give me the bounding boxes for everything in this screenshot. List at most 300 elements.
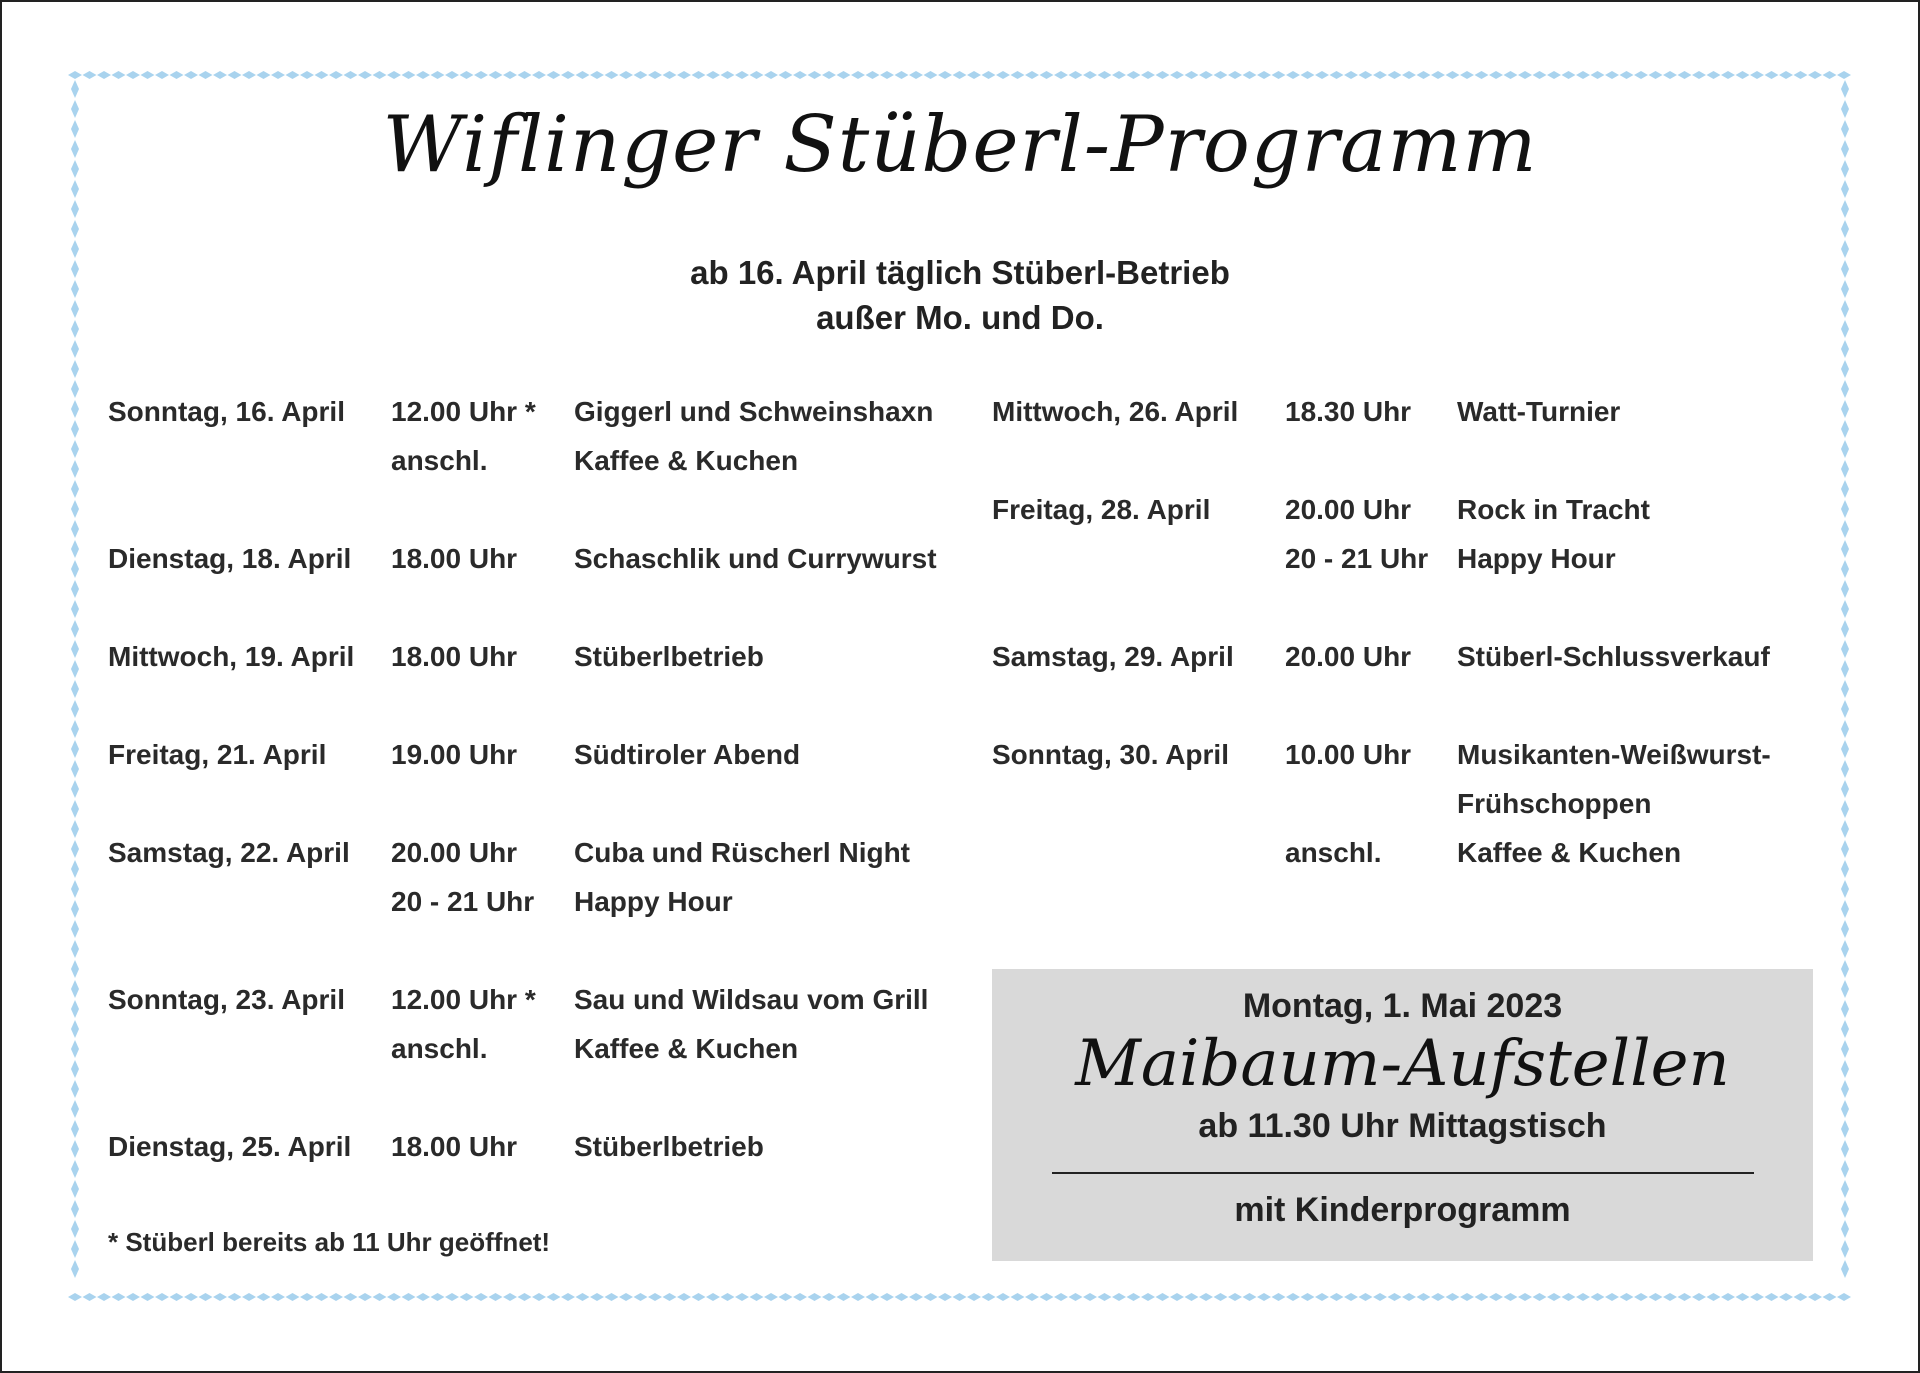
border-diamond bbox=[71, 1180, 79, 1198]
border-diamond bbox=[895, 71, 909, 79]
entry-time: 18.00 Uhr bbox=[391, 1131, 518, 1162]
border-diamond bbox=[1576, 71, 1590, 79]
border-diamond bbox=[1489, 1293, 1503, 1301]
border-diamond bbox=[779, 1293, 793, 1301]
border-diamond bbox=[71, 1040, 79, 1058]
border-diamond bbox=[71, 500, 79, 518]
border-diamond bbox=[1663, 71, 1677, 79]
border-diamond bbox=[71, 800, 79, 818]
border-diamond bbox=[170, 71, 184, 79]
border-diamond bbox=[1841, 780, 1849, 798]
border-diamond bbox=[706, 1293, 720, 1301]
border-diamond bbox=[68, 1293, 82, 1301]
subtitle-line-2: außer Mo. und Do. bbox=[816, 299, 1104, 336]
page-title: Wiflinger Stüberl-Programm bbox=[382, 100, 1538, 190]
entry-events bbox=[1457, 387, 1620, 436]
border-diamond bbox=[199, 71, 213, 79]
border-diamond bbox=[1707, 1293, 1721, 1301]
border-diamond bbox=[71, 640, 79, 658]
entry-events bbox=[574, 730, 800, 779]
border-diamond bbox=[1841, 1140, 1849, 1158]
border-diamond bbox=[1605, 71, 1619, 79]
border-diamond bbox=[1460, 71, 1474, 79]
border-diamond bbox=[1841, 1120, 1849, 1138]
border-diamond bbox=[1301, 1293, 1315, 1301]
border-diamond bbox=[1562, 1293, 1576, 1301]
entry-event: Cuba und Rüscherl Night bbox=[574, 837, 910, 868]
border-diamond bbox=[1841, 760, 1849, 778]
border-diamond bbox=[242, 1293, 256, 1301]
border-diamond bbox=[619, 1293, 633, 1301]
border-diamond bbox=[1431, 1293, 1445, 1301]
border-diamond bbox=[431, 1293, 445, 1301]
entry-events bbox=[574, 534, 937, 583]
border-diamond bbox=[1841, 1040, 1849, 1058]
border-diamond bbox=[634, 71, 648, 79]
border-diamond bbox=[1141, 1293, 1155, 1301]
border-diamond bbox=[619, 71, 633, 79]
subtitle-line-1: ab 16. April täglich Stüberl-Betrieb bbox=[690, 254, 1230, 291]
border-diamond bbox=[866, 71, 880, 79]
border-diamond bbox=[909, 71, 923, 79]
border-diamond bbox=[1069, 71, 1083, 79]
border-diamond bbox=[1243, 1293, 1257, 1301]
border-diamond bbox=[938, 71, 952, 79]
border-diamond bbox=[764, 71, 778, 79]
border-diamond bbox=[213, 1293, 227, 1301]
entry-day: Samstag, 29. April bbox=[992, 641, 1234, 672]
border-diamond bbox=[938, 1293, 952, 1301]
border-diamond bbox=[1185, 1293, 1199, 1301]
border-diamond bbox=[996, 71, 1010, 79]
maibaum-title: Maibaum-Aufstellen bbox=[1075, 1027, 1730, 1101]
border-diamond bbox=[1344, 1293, 1358, 1301]
border-diamond bbox=[71, 200, 79, 218]
entry-times bbox=[391, 730, 517, 779]
border-diamond bbox=[71, 1100, 79, 1118]
entry-day: Freitag, 21. April bbox=[108, 739, 327, 770]
border-diamond bbox=[532, 71, 546, 79]
border-diamond bbox=[1765, 71, 1779, 79]
border-diamond bbox=[1841, 1060, 1849, 1078]
border-diamond bbox=[68, 71, 82, 79]
border-diamond bbox=[71, 460, 79, 478]
border-diamond bbox=[793, 71, 807, 79]
border-diamond bbox=[851, 71, 865, 79]
entry-event: Sau und Wildsau vom Grill bbox=[574, 984, 929, 1015]
border-diamond bbox=[1736, 1293, 1750, 1301]
border-diamond bbox=[1841, 580, 1849, 598]
border-diamond bbox=[445, 1293, 459, 1301]
border-diamond bbox=[1841, 1240, 1849, 1258]
border-diamond bbox=[1779, 71, 1793, 79]
border-diamond bbox=[880, 71, 894, 79]
maibaum-divider bbox=[1052, 1172, 1754, 1174]
border-diamond bbox=[71, 700, 79, 718]
border-diamond bbox=[663, 71, 677, 79]
border-diamond bbox=[1359, 1293, 1373, 1301]
border-diamond bbox=[71, 540, 79, 558]
entry-day: Sonntag, 30. April bbox=[992, 739, 1229, 770]
border-diamond bbox=[1547, 1293, 1561, 1301]
entry-events bbox=[574, 975, 928, 1073]
border-diamond bbox=[1156, 71, 1170, 79]
entry-event: Stüberl-Schlussverkauf bbox=[1457, 641, 1770, 672]
border-diamond bbox=[1373, 1293, 1387, 1301]
border-diamond bbox=[315, 71, 329, 79]
entry-times bbox=[1285, 730, 1411, 877]
border-diamond bbox=[1417, 71, 1431, 79]
border-diamond bbox=[822, 71, 836, 79]
border-diamond bbox=[1841, 700, 1849, 718]
border-diamond bbox=[532, 1293, 546, 1301]
border-diamond bbox=[71, 440, 79, 458]
border-diamond bbox=[1841, 720, 1849, 738]
border-diamond bbox=[1721, 1293, 1735, 1301]
border-diamond bbox=[315, 1293, 329, 1301]
border-diamond bbox=[1841, 200, 1849, 218]
border-diamond bbox=[1841, 1220, 1849, 1238]
border-diamond bbox=[71, 880, 79, 898]
border-diamond bbox=[808, 71, 822, 79]
border-diamond bbox=[474, 1293, 488, 1301]
border-diamond bbox=[706, 71, 720, 79]
border-diamond bbox=[228, 71, 242, 79]
border-diamond bbox=[71, 780, 79, 798]
border-diamond bbox=[126, 71, 140, 79]
border-diamond bbox=[71, 340, 79, 358]
border-diamond bbox=[1272, 1293, 1286, 1301]
border-diamond bbox=[1678, 71, 1692, 79]
border-diamond bbox=[1841, 380, 1849, 398]
border-diamond bbox=[155, 71, 169, 79]
border-diamond bbox=[71, 520, 79, 538]
entry-time: 20.00 Uhr bbox=[1285, 641, 1412, 672]
border-diamond bbox=[387, 71, 401, 79]
border-diamond bbox=[71, 1120, 79, 1138]
entry-events bbox=[574, 387, 933, 485]
border-diamond bbox=[779, 71, 793, 79]
entry-day: Freitag, 28. April bbox=[992, 494, 1211, 525]
border-diamond bbox=[271, 1293, 285, 1301]
border-diamond bbox=[1402, 71, 1416, 79]
border-diamond bbox=[1841, 900, 1849, 918]
entry-time: 18.00 Uhr bbox=[391, 641, 518, 672]
entry-day: Samstag, 22. April bbox=[108, 837, 350, 868]
border-diamond bbox=[1547, 71, 1561, 79]
subtitle bbox=[0, 250, 1920, 340]
entry-events bbox=[1457, 632, 1770, 681]
border-diamond bbox=[1185, 71, 1199, 79]
border-diamond bbox=[329, 71, 343, 79]
border-diamond bbox=[1460, 1293, 1474, 1301]
border-diamond bbox=[344, 71, 358, 79]
border-diamond bbox=[605, 71, 619, 79]
border-diamond bbox=[402, 71, 416, 79]
border-diamond bbox=[547, 71, 561, 79]
border-diamond bbox=[1330, 71, 1344, 79]
entry-time: anschl. bbox=[391, 1033, 488, 1064]
border-diamond bbox=[822, 1293, 836, 1301]
border-diamond bbox=[1823, 71, 1837, 79]
border-diamond bbox=[793, 1293, 807, 1301]
entry-event: Frühschoppen bbox=[1457, 788, 1652, 819]
border-diamond bbox=[1678, 1293, 1692, 1301]
entry-events bbox=[1457, 485, 1650, 583]
border-diamond bbox=[184, 1293, 198, 1301]
border-diamond bbox=[692, 71, 706, 79]
border-diamond bbox=[1841, 500, 1849, 518]
border-diamond bbox=[967, 1293, 981, 1301]
border-diamond bbox=[750, 1293, 764, 1301]
border-diamond bbox=[489, 1293, 503, 1301]
border-diamond bbox=[1841, 920, 1849, 938]
border-diamond bbox=[866, 1293, 880, 1301]
border-diamond bbox=[1841, 960, 1849, 978]
border-diamond bbox=[634, 1293, 648, 1301]
border-diamond bbox=[71, 400, 79, 418]
border-diamond bbox=[1112, 71, 1126, 79]
entry-times bbox=[391, 1122, 517, 1171]
border-diamond bbox=[1750, 1293, 1764, 1301]
border-diamond bbox=[735, 1293, 749, 1301]
entry-event: Giggerl und Schweinshaxn bbox=[574, 396, 934, 427]
border-diamond bbox=[721, 71, 735, 79]
border-diamond bbox=[71, 740, 79, 758]
border-diamond bbox=[71, 1240, 79, 1258]
border-diamond bbox=[1841, 460, 1849, 478]
entry-day: Sonntag, 23. April bbox=[108, 984, 345, 1015]
border-diamond bbox=[1315, 1293, 1329, 1301]
border-diamond bbox=[416, 71, 430, 79]
border-diamond bbox=[1841, 980, 1849, 998]
border-diamond bbox=[71, 1060, 79, 1078]
border-diamond bbox=[141, 71, 155, 79]
border-diamond bbox=[1841, 480, 1849, 498]
border-diamond bbox=[1779, 1293, 1793, 1301]
border-diamond bbox=[1841, 1200, 1849, 1218]
border-diamond bbox=[1837, 71, 1851, 79]
border-diamond bbox=[71, 980, 79, 998]
border-diamond bbox=[71, 920, 79, 938]
border-diamond bbox=[1605, 1293, 1619, 1301]
border-diamond bbox=[1649, 1293, 1663, 1301]
border-diamond bbox=[1634, 1293, 1648, 1301]
border-diamond bbox=[1489, 71, 1503, 79]
entry-event: Rock in Tracht bbox=[1457, 494, 1650, 525]
border-diamond bbox=[1083, 1293, 1097, 1301]
border-diamond bbox=[71, 1000, 79, 1018]
border-diamond bbox=[286, 71, 300, 79]
border-diamond bbox=[518, 71, 532, 79]
border-diamond bbox=[71, 1260, 79, 1278]
border-diamond bbox=[126, 1293, 140, 1301]
border-diamond bbox=[1841, 560, 1849, 578]
border-diamond bbox=[1841, 540, 1849, 558]
border-diamond bbox=[71, 600, 79, 618]
border-diamond bbox=[1083, 71, 1097, 79]
border-diamond bbox=[474, 71, 488, 79]
border-diamond bbox=[1841, 1080, 1849, 1098]
border-diamond bbox=[213, 71, 227, 79]
border-diamond bbox=[1098, 1293, 1112, 1301]
maibaum-extra: mit Kinderprogramm bbox=[1234, 1191, 1571, 1229]
entry-time: 18.30 Uhr bbox=[1285, 396, 1412, 427]
border-diamond bbox=[257, 71, 271, 79]
border-diamond bbox=[1257, 1293, 1271, 1301]
border-diamond bbox=[1765, 1293, 1779, 1301]
border-diamond bbox=[1214, 71, 1228, 79]
border-diamond bbox=[431, 71, 445, 79]
entry-times bbox=[391, 387, 536, 485]
border-diamond bbox=[1272, 71, 1286, 79]
entry-events bbox=[574, 632, 764, 681]
entry-time: 12.00 Uhr * bbox=[391, 984, 536, 1015]
border-diamond bbox=[1431, 71, 1445, 79]
entry-time: 10.00 Uhr bbox=[1285, 739, 1412, 770]
entry-event: Watt-Turnier bbox=[1457, 396, 1621, 427]
border-diamond bbox=[71, 220, 79, 238]
entry-time: anschl. bbox=[391, 445, 488, 476]
border-diamond bbox=[71, 660, 79, 678]
border-diamond bbox=[1841, 620, 1849, 638]
border-diamond bbox=[1286, 71, 1300, 79]
border-diamond bbox=[1823, 1293, 1837, 1301]
border-diamond bbox=[71, 380, 79, 398]
border-diamond bbox=[1576, 1293, 1590, 1301]
border-diamond bbox=[71, 760, 79, 778]
border-diamond bbox=[721, 1293, 735, 1301]
border-diamond bbox=[561, 71, 575, 79]
border-diamond bbox=[1475, 71, 1489, 79]
border-diamond bbox=[1504, 71, 1518, 79]
border-diamond bbox=[648, 71, 662, 79]
border-diamond bbox=[677, 1293, 691, 1301]
entry-time: 18.00 Uhr bbox=[391, 543, 518, 574]
border-diamond bbox=[489, 71, 503, 79]
border-diamond bbox=[1841, 1000, 1849, 1018]
border-diamond bbox=[1841, 420, 1849, 438]
entry-time: 20.00 Uhr bbox=[391, 837, 518, 868]
border-diamond bbox=[1446, 71, 1460, 79]
border-diamond bbox=[1301, 71, 1315, 79]
border-diamond bbox=[300, 1293, 314, 1301]
border-diamond bbox=[1841, 520, 1849, 538]
entry-event: Südtiroler Abend bbox=[574, 739, 801, 770]
border-diamond bbox=[1170, 71, 1184, 79]
border-diamond bbox=[1841, 400, 1849, 418]
border-diamond bbox=[895, 1293, 909, 1301]
border-diamond bbox=[1841, 940, 1849, 958]
border-diamond bbox=[1518, 71, 1532, 79]
border-diamond bbox=[329, 1293, 343, 1301]
entry-time bbox=[1285, 779, 1411, 828]
entry-times bbox=[1285, 632, 1411, 681]
border-diamond bbox=[460, 71, 474, 79]
border-diamond bbox=[1533, 1293, 1547, 1301]
border-diamond bbox=[1054, 1293, 1068, 1301]
border-diamond bbox=[1591, 1293, 1605, 1301]
border-diamond bbox=[547, 1293, 561, 1301]
border-diamond bbox=[271, 71, 285, 79]
border-diamond bbox=[71, 720, 79, 738]
border-diamond bbox=[1707, 71, 1721, 79]
border-diamond bbox=[518, 1293, 532, 1301]
border-diamond bbox=[764, 1293, 778, 1301]
border-diamond bbox=[1533, 71, 1547, 79]
border-diamond bbox=[750, 71, 764, 79]
border-diamond bbox=[1841, 1100, 1849, 1118]
border-diamond bbox=[1620, 1293, 1634, 1301]
border-diamond bbox=[1841, 440, 1849, 458]
border-diamond bbox=[141, 1293, 155, 1301]
border-diamond bbox=[1837, 1293, 1851, 1301]
border-diamond bbox=[982, 1293, 996, 1301]
border-diamond bbox=[648, 1293, 662, 1301]
border-diamond bbox=[71, 820, 79, 838]
border-diamond bbox=[1620, 71, 1634, 79]
border-diamond bbox=[1794, 1293, 1808, 1301]
border-diamond bbox=[71, 620, 79, 638]
border-diamond bbox=[97, 1293, 111, 1301]
border-diamond bbox=[1841, 600, 1849, 618]
border-diamond bbox=[402, 1293, 416, 1301]
entry-time: 20.00 Uhr bbox=[1285, 494, 1412, 525]
border-diamond bbox=[1841, 860, 1849, 878]
border-diamond bbox=[112, 1293, 126, 1301]
border-diamond bbox=[242, 71, 256, 79]
entry-event: Musikanten-Weißwurst- bbox=[1457, 739, 1771, 770]
border-diamond bbox=[199, 1293, 213, 1301]
border-diamond bbox=[677, 71, 691, 79]
border-diamond bbox=[1417, 1293, 1431, 1301]
border-diamond bbox=[71, 860, 79, 878]
border-diamond bbox=[155, 1293, 169, 1301]
border-diamond bbox=[1841, 880, 1849, 898]
entry-event: Kaffee & Kuchen bbox=[574, 1033, 799, 1064]
border-diamond bbox=[953, 71, 967, 79]
entry-times bbox=[391, 632, 517, 681]
border-diamond bbox=[257, 1293, 271, 1301]
entry-event: Schaschlik und Currywurst bbox=[574, 543, 937, 574]
border-diamond bbox=[1156, 1293, 1170, 1301]
entry-day: Mittwoch, 26. April bbox=[992, 396, 1239, 427]
border-diamond bbox=[460, 1293, 474, 1301]
entry-times bbox=[391, 828, 534, 926]
border-diamond bbox=[1562, 71, 1576, 79]
border-diamond bbox=[83, 71, 97, 79]
border-diamond bbox=[1808, 1293, 1822, 1301]
border-diamond bbox=[71, 960, 79, 978]
entry-event: Happy Hour bbox=[1457, 543, 1616, 574]
border-diamond bbox=[1750, 71, 1764, 79]
entry-times bbox=[1285, 387, 1411, 436]
border-diamond bbox=[1841, 740, 1849, 758]
border-diamond bbox=[184, 71, 198, 79]
footnote: * Stüberl bereits ab 11 Uhr geöffnet! bbox=[108, 1227, 551, 1257]
border-diamond bbox=[1736, 71, 1750, 79]
border-diamond bbox=[1692, 1293, 1706, 1301]
entry-time: 19.00 Uhr bbox=[391, 739, 518, 770]
border-diamond bbox=[1841, 1020, 1849, 1038]
border-diamond bbox=[1841, 840, 1849, 858]
border-diamond bbox=[445, 71, 459, 79]
border-diamond bbox=[1841, 220, 1849, 238]
border-diamond bbox=[924, 71, 938, 79]
border-diamond bbox=[605, 1293, 619, 1301]
entry-day: Mittwoch, 19. April bbox=[108, 641, 355, 672]
border-diamond bbox=[1330, 1293, 1344, 1301]
